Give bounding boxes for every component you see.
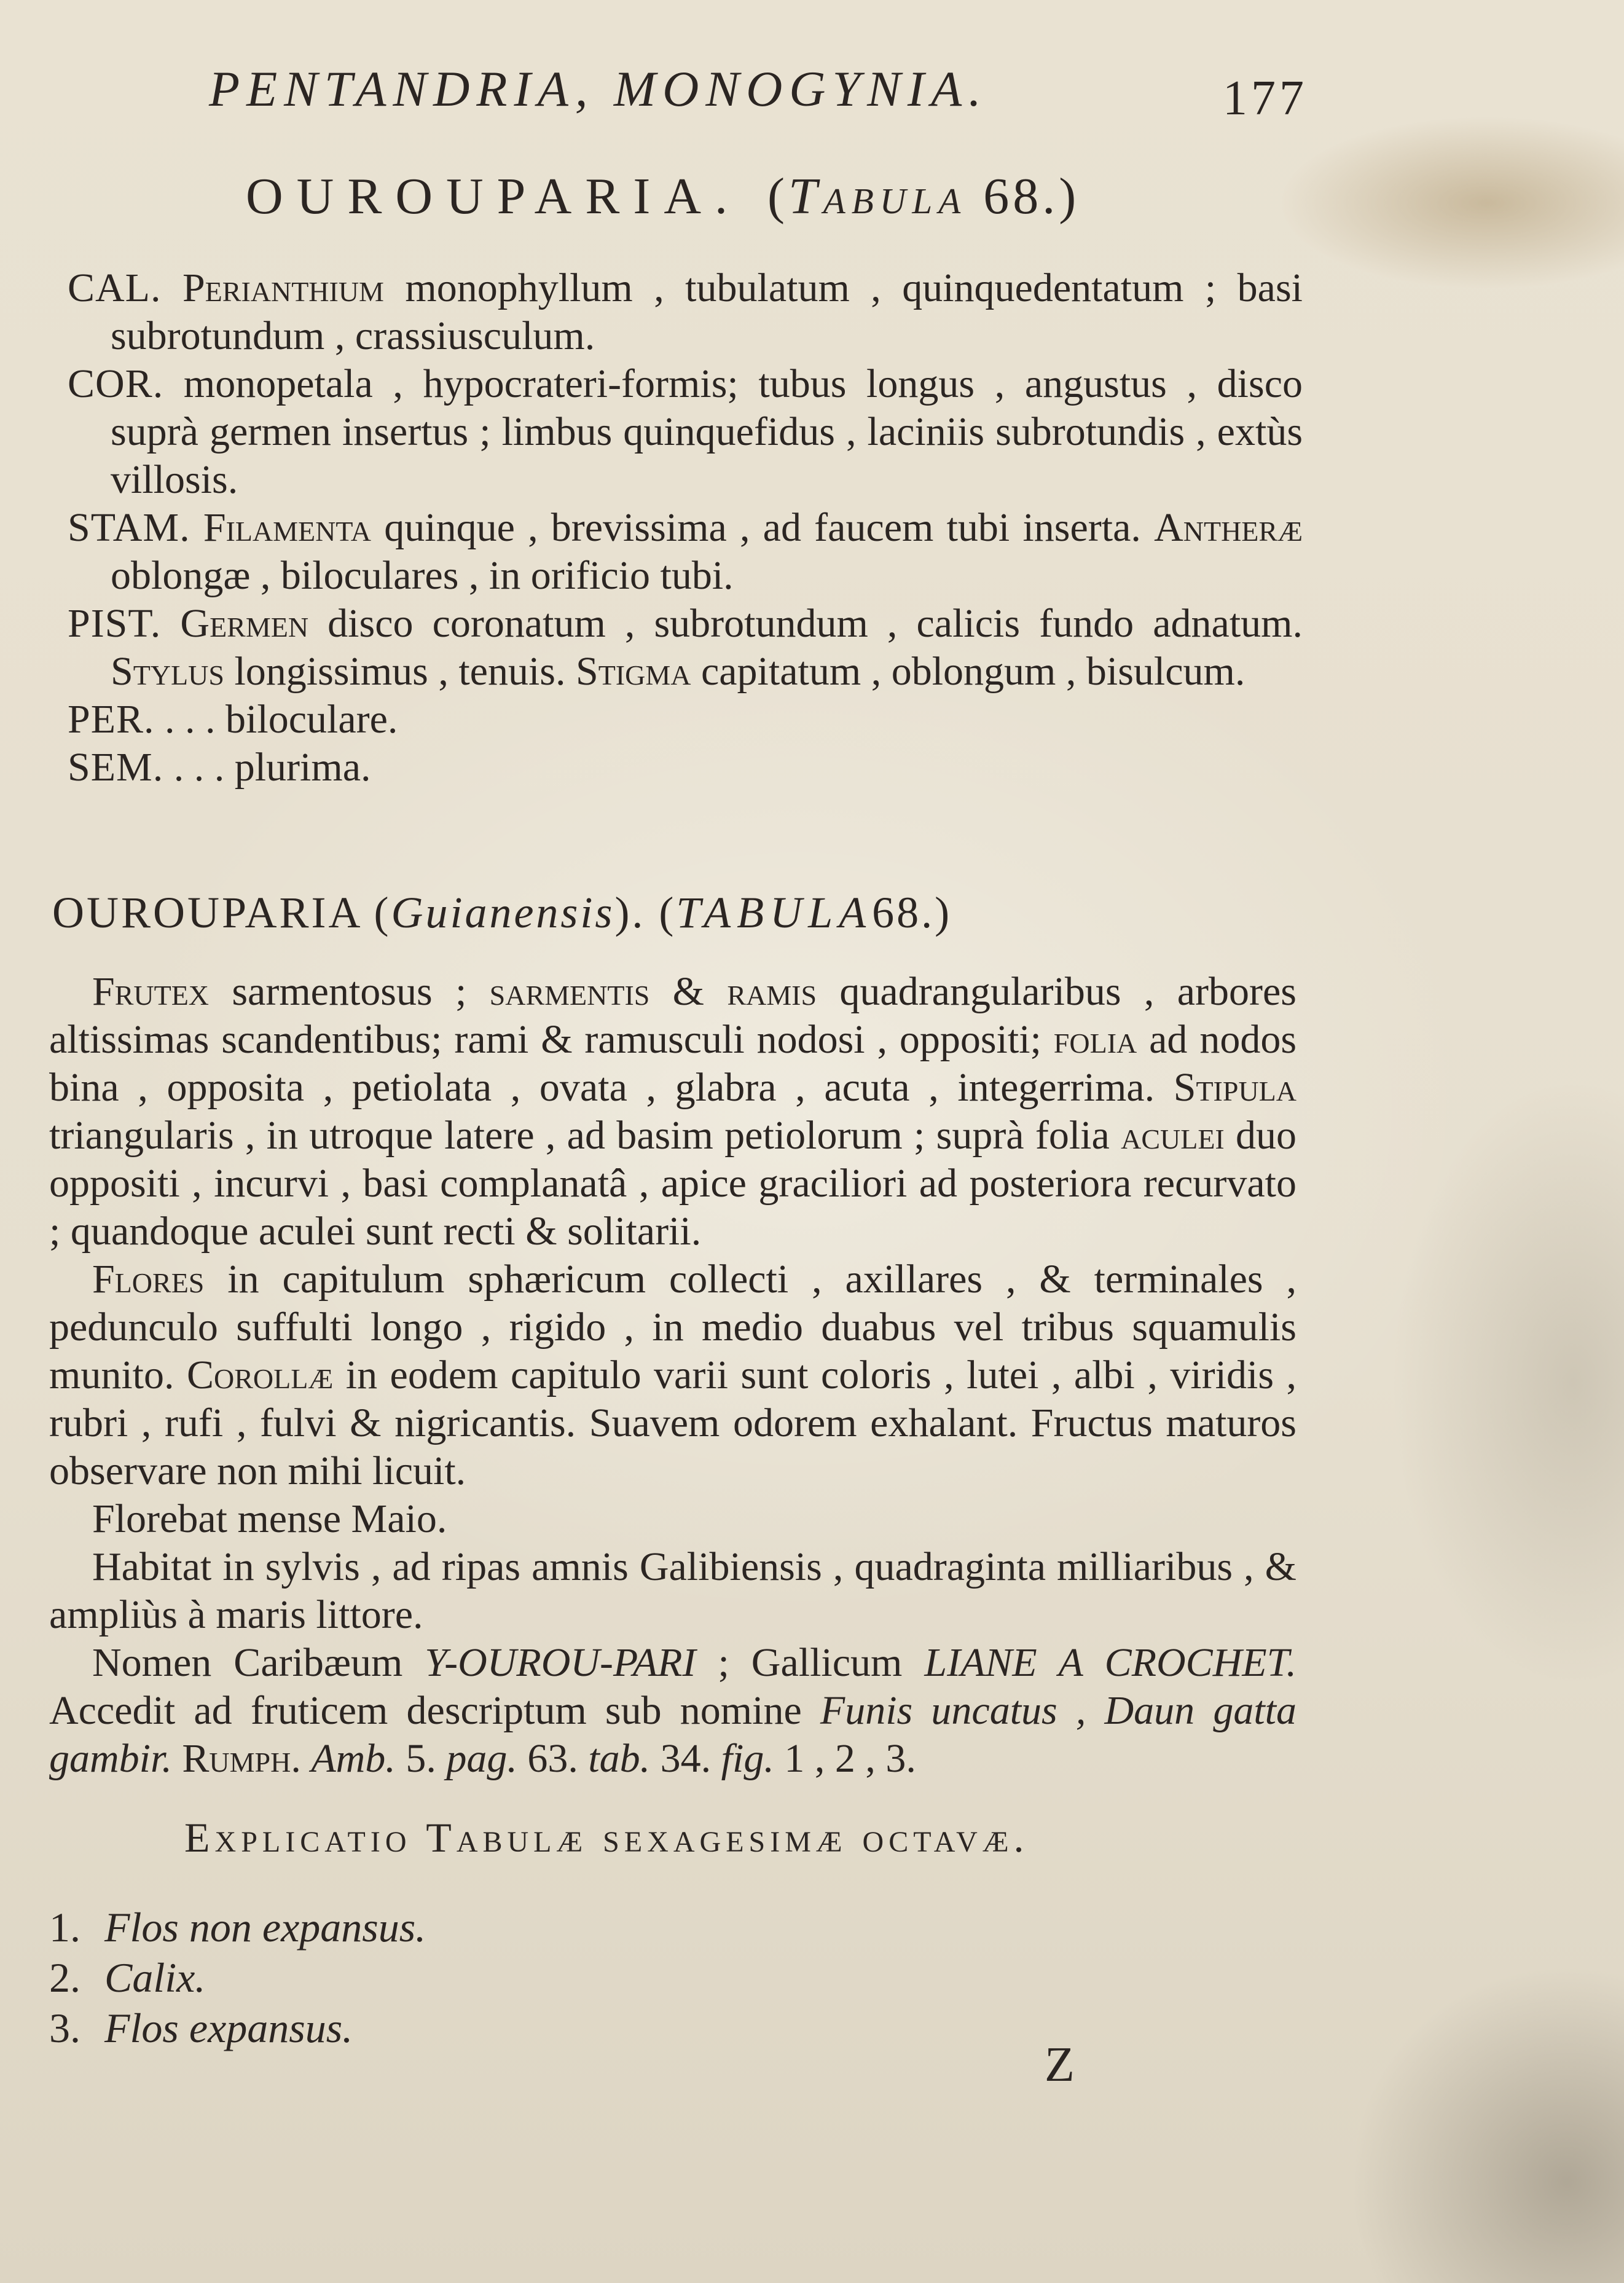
text-run: 1 , 2 , 3. bbox=[774, 1736, 916, 1781]
text-run: Filamenta bbox=[203, 505, 372, 550]
text-run: Antheræ bbox=[1154, 505, 1303, 550]
figure-legend-item bbox=[49, 2003, 909, 2053]
text-run: in capitulum sphæricum collecti , axillares , & terminales , pedunculo suffulti longo , rigido , in medio duabus vel tribus squamulis munito. bbox=[49, 1257, 1296, 1397]
text-run bbox=[301, 1736, 312, 1781]
character-row bbox=[68, 696, 1303, 744]
text-run: Germen bbox=[180, 601, 309, 646]
description-paragraph bbox=[49, 1543, 1296, 1639]
description-paragraph bbox=[49, 1639, 1296, 1783]
text-run: . . . plurima. bbox=[163, 745, 371, 790]
description-paragraph bbox=[49, 968, 1296, 1255]
text-run: Rumph. bbox=[182, 1736, 301, 1781]
figure-number: 3. bbox=[49, 2005, 80, 2051]
text-run: Corollæ bbox=[187, 1353, 334, 1397]
plate-reference-number: 68.) bbox=[983, 168, 1080, 225]
text-run: capitatum , oblongum , bisulcum. bbox=[691, 649, 1245, 694]
character-row bbox=[68, 360, 1303, 504]
plate-reference-tabula: Tabula bbox=[788, 168, 967, 225]
text-run: 5. bbox=[395, 1736, 447, 1781]
character-abbreviation: STAM. bbox=[68, 505, 190, 550]
text-run: monopetala , hypocrateri-formis; tubus longus , angustus , disco suprà germen insertus ; limbus quinquefidus , laciniis subrotundis , extùs villosis. bbox=[111, 361, 1303, 502]
species-heading: OUROUPARIA (Guianensis). (TABULA68.) bbox=[52, 888, 952, 937]
text-run: in eodem capitulo varii sunt coloris , lutei , albi , viridis , rubri , rufi , fulvi & nigricantis. Suavem odorem exhalant. Fructus maturos observare non mihi licuit. bbox=[49, 1353, 1296, 1493]
description-paragraph bbox=[49, 1495, 1296, 1543]
text-run: Flores bbox=[92, 1257, 205, 1302]
character-row bbox=[68, 744, 1303, 792]
text-run: Funis uncatus , Daun gatta gambir. bbox=[49, 1688, 1297, 1781]
text-run: ad nodos bina , opposita , petiolata , ovata , glabra , acuta , integerrima. bbox=[49, 1017, 1297, 1110]
text-run: oblongæ , biloculares , in orificio tubi. bbox=[111, 553, 734, 598]
text-run: ramis bbox=[727, 969, 817, 1014]
generic-character-block bbox=[68, 264, 1303, 792]
text-run: fig. bbox=[721, 1736, 774, 1781]
species-description bbox=[49, 968, 1296, 1783]
text-run: quadrangularibus , arbores altissimas scandentibus; rami & ramusculi nodosi , oppositi; bbox=[49, 969, 1296, 1062]
text-run: tab. bbox=[588, 1736, 651, 1781]
text-run: monophyllum , tubulatum , quinquedentatum ; basi subrotundum , crassiusculum. bbox=[111, 265, 1303, 358]
character-row bbox=[68, 264, 1303, 360]
text-run: triangularis , in utroque latere , ad basim petiolorum ; suprà folia bbox=[49, 1113, 1121, 1158]
text-run: Stylus bbox=[111, 649, 224, 694]
text-run: . . . biloculare. bbox=[154, 697, 398, 742]
description-paragraph bbox=[49, 1255, 1296, 1495]
text-run: sarmentosus ; bbox=[209, 969, 490, 1014]
text-run: LIANE A CROCHET. bbox=[924, 1640, 1296, 1685]
text-run: Y-OUROU-PARI bbox=[425, 1640, 696, 1685]
text-run: 63. bbox=[517, 1736, 589, 1781]
species-epithet: Guianensis bbox=[391, 888, 615, 937]
figure-caption: Calix. bbox=[104, 1954, 206, 2001]
figure-caption: Flos expansus. bbox=[104, 2005, 353, 2051]
text-run: Stigma bbox=[576, 649, 691, 694]
text-run: Amb. bbox=[311, 1736, 396, 1781]
figure-legend-item bbox=[49, 1952, 909, 2003]
text-run: Accedit ad fruticem descriptum sub nomine bbox=[49, 1688, 820, 1733]
page-number: 177 bbox=[1223, 71, 1308, 125]
figure-caption: Flos non expansus. bbox=[104, 1904, 426, 1951]
text-run: Frutex bbox=[92, 969, 210, 1014]
plate-explanation-heading: Explicatio Tabulæ sexagesimæ octavæ. bbox=[184, 1814, 1029, 1861]
text-run: Stipula bbox=[1173, 1065, 1296, 1110]
character-row bbox=[68, 504, 1303, 600]
character-row bbox=[68, 600, 1303, 696]
text-run bbox=[172, 1736, 182, 1781]
text-run: longissimus , tenuis. bbox=[224, 649, 576, 694]
species-genus: OUROUPARIA bbox=[52, 888, 361, 937]
text-run: Habitat in sylvis , ad ripas amnis Galibiensis , quadraginta milliaribus , & ampliùs à maris littore. bbox=[49, 1544, 1296, 1637]
text-run: 34. bbox=[650, 1736, 721, 1781]
character-abbreviation: PIST. bbox=[68, 601, 162, 646]
figure-legend bbox=[49, 1902, 909, 2053]
species-plate-tabula: TABULA bbox=[676, 888, 873, 937]
text-run: & bbox=[649, 969, 728, 1014]
text-run: quinque , brevissima , ad faucem tubi inserta. bbox=[371, 505, 1155, 550]
text-run: sarmentis bbox=[489, 969, 650, 1014]
text-run: Perianthium bbox=[182, 265, 384, 310]
genus-heading bbox=[246, 160, 1229, 234]
plate-reference-open-paren: ( bbox=[767, 168, 788, 225]
text-run: duo oppositi , incurvi , basi complanatâ , apice graciliori ad posteriora recurvato ; quandoque aculei sunt recti & solitarii. bbox=[49, 1113, 1297, 1254]
figure-number: 2. bbox=[49, 1954, 80, 2001]
text-run: aculei bbox=[1121, 1113, 1225, 1158]
character-abbreviation: PER. bbox=[68, 697, 155, 742]
genus-name: OUROUPARIA. bbox=[246, 168, 742, 225]
text-run: folia bbox=[1053, 1017, 1137, 1062]
figure-legend-item bbox=[49, 1902, 909, 1952]
text-run: Florebat mense Maio. bbox=[92, 1496, 447, 1541]
character-abbreviation: CAL. bbox=[68, 265, 162, 310]
figure-number: 1. bbox=[49, 1904, 80, 1951]
character-abbreviation: SEM. bbox=[68, 745, 164, 790]
signature-mark: Z bbox=[1045, 2038, 1075, 2092]
running-head-title: PENTANDRIA, MONOGYNIA. bbox=[209, 61, 988, 117]
text-run: pag. bbox=[446, 1736, 517, 1781]
text-run: disco coronatum , subrotundum , calicis fundo adnatum. bbox=[308, 601, 1303, 646]
species-plate-number: 68.) bbox=[872, 888, 952, 937]
text-run: ; Gallicum bbox=[696, 1640, 925, 1685]
character-abbreviation: COR. bbox=[68, 361, 164, 406]
running-head bbox=[209, 52, 1315, 126]
genus-plate-reference bbox=[767, 168, 1080, 225]
text-run: Nomen Caribæum bbox=[92, 1640, 425, 1685]
